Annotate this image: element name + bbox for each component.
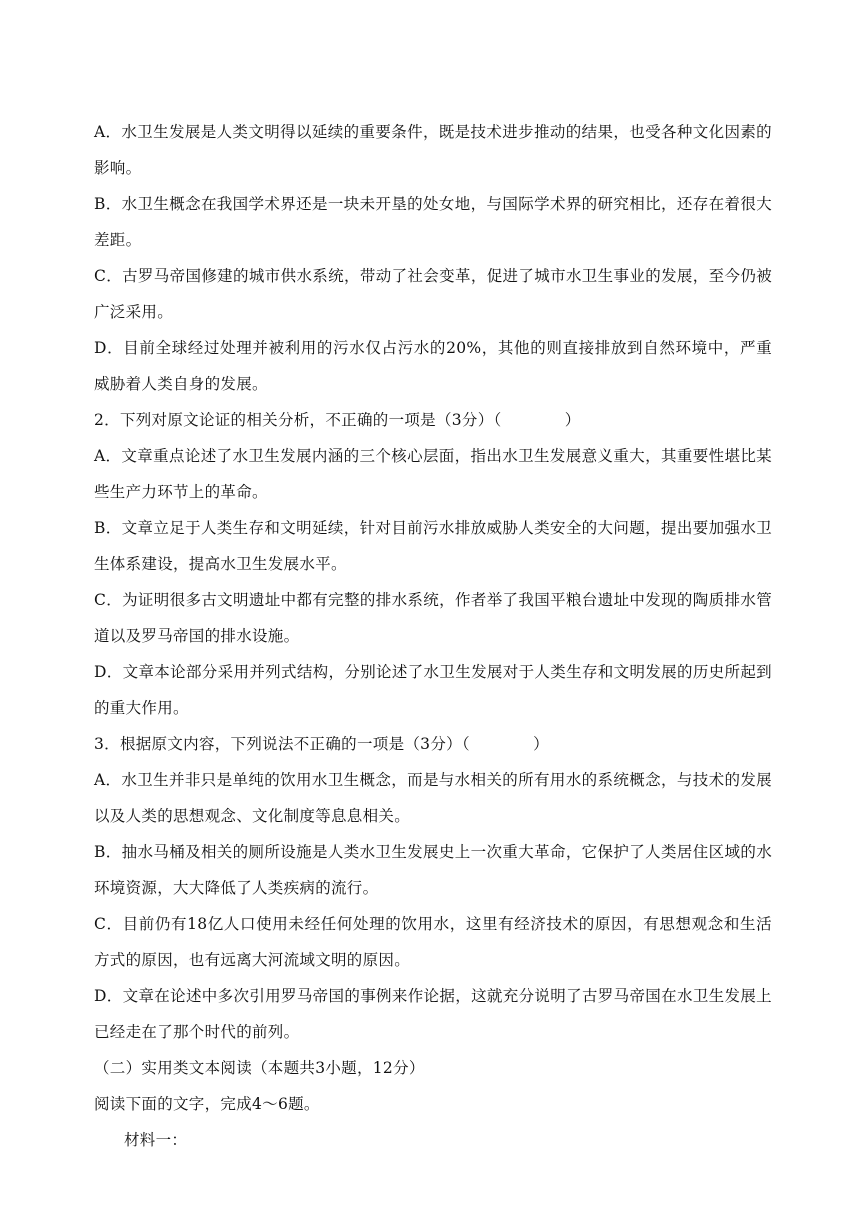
option-2c: C．为证明很多古文明遗址中都有完整的排水系统，作者举了我国平粮台遗址中发现的陶质排水管道以及罗马帝国的排水设施。	[94, 591, 772, 645]
option-1c: C．古罗马帝国修建的城市供水系统，带动了社会变革，促进了城市水卫生事业的发展，至今仍被广泛采用。	[94, 267, 772, 321]
option-2a: A．文章重点论述了水卫生发展内涵的三个核心层面，指出水卫生发展意义重大，其重要性堪比某些生产力环节上的革命。	[94, 447, 772, 501]
material-one-label: 材料一：	[124, 1131, 188, 1149]
option-3d: D．文章在论述中多次引用罗马帝国的事例来作论据，这就充分说明了古罗马帝国在水卫生发展上已经走在了那个时代的前列。	[94, 987, 772, 1041]
option-3a: A．水卫生并非只是单纯的饮用水卫生概念，而是与水相关的所有用水的系统概念，与技术的发展以及人类的思想观念、文化制度等息息相关。	[94, 771, 772, 825]
question-3: 3．根据原文内容，下列说法不正确的一项是（3分）（ ）	[94, 735, 549, 753]
option-2b: B．文章立足于人类生存和文明延续，针对目前污水排放威胁人类安全的大问题，提出要加强水卫生体系建设，提高水卫生发展水平。	[94, 519, 772, 573]
option-1d: D．目前全球经过处理并被利用的污水仅占污水的20%，其他的则直接排放到自然环境中，严重威胁着人类自身的发展。	[94, 339, 772, 393]
option-1a: A．水卫生发展是人类文明得以延续的重要条件，既是技术进步推动的结果，也受各种文化因素的影响。	[94, 123, 772, 177]
question-2: 2．下列对原文论证的相关分析，不正确的一项是（3分）（ ）	[94, 411, 581, 429]
option-2d: D．文章本论部分采用并列式结构，分别论述了水卫生发展对于人类生存和文明发展的历史所起到的重大作用。	[94, 663, 772, 717]
section-heading: （二）实用类文本阅读（本题共3小题，12分）	[94, 1059, 425, 1077]
option-3c: C．目前仍有18亿人口使用未经任何处理的饮用水，这里有经济技术的原因，有思想观念和生活方式的原因，也有远离大河流域文明的原因。	[94, 915, 772, 969]
reading-instruction: 阅读下面的文字，完成4～6题。	[94, 1095, 320, 1113]
option-3b: B．抽水马桶及相关的厕所设施是人类水卫生发展史上一次重大革命，它保护了人类居住区域的水环境资源，大大降低了人类疾病的流行。	[94, 843, 772, 897]
option-1b: B．水卫生概念在我国学术界还是一块未开垦的处女地，与国际学术界的研究相比，还存在着很大差距。	[94, 195, 772, 249]
